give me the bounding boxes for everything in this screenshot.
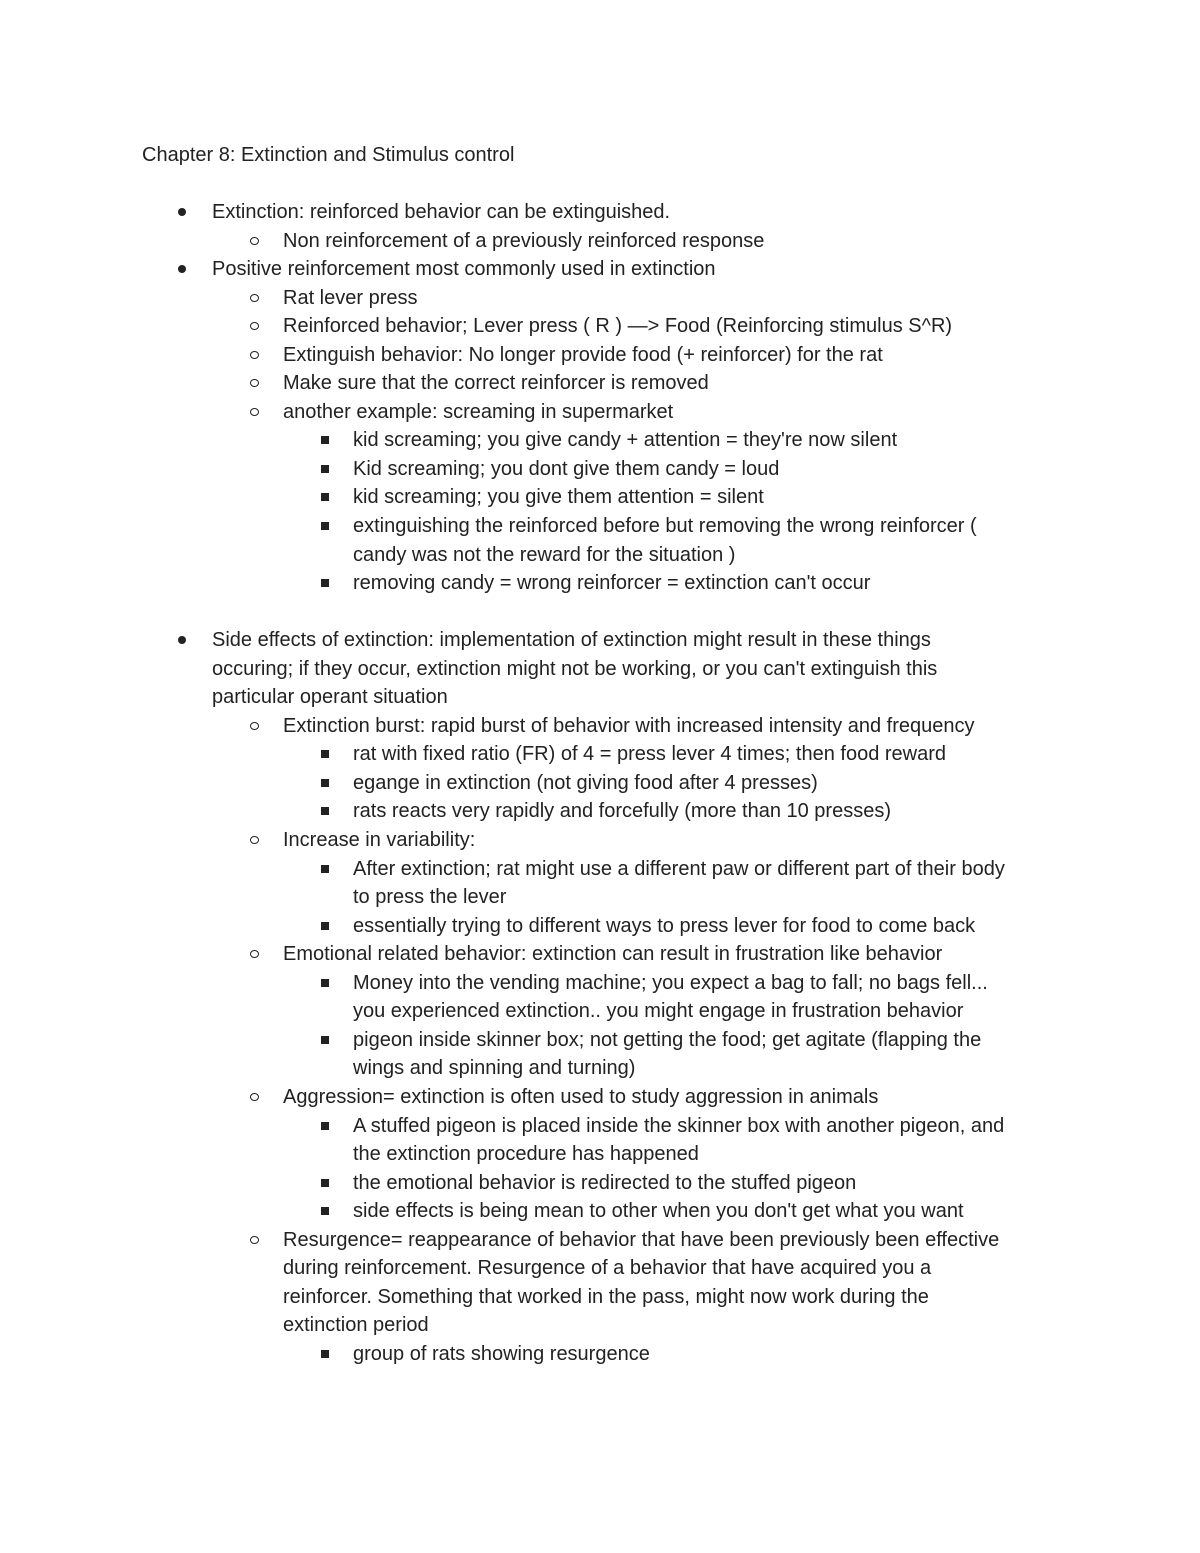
filled-square-bullet-icon: [315, 969, 335, 998]
list-item-text: Emotional related behavior: extinction can result in frustration like behavior: [283, 943, 943, 966]
list-item: [0, 1226, 1200, 1255]
list-item: [0, 969, 1200, 998]
hollow-circle-bullet-icon: [245, 712, 265, 741]
list-item-text: Extinction burst: rapid burst of behavior with increased intensity and frequency: [283, 714, 975, 737]
list-item-text: Reinforced behavior; Lever press ( R ) —> Food (Reinforcing stimulus S^R): [283, 315, 953, 338]
list-item-text: side effects is being mean to other when you don't get what you want: [353, 1200, 964, 1223]
list-item: [0, 569, 1200, 598]
list-item-text: Positive reinforcement most commonly used in extinction: [212, 258, 716, 281]
list-item-text: Non reinforcement of a previously reinforced response: [283, 229, 765, 252]
list-item: [0, 1254, 1200, 1283]
list-item: [0, 826, 1200, 855]
list-item: [0, 1197, 1200, 1226]
list-item-text: essentially trying to different ways to press lever for food to come back: [353, 914, 976, 937]
hollow-circle-bullet-icon: [245, 227, 265, 256]
list-item-text: Make sure that the correct reinforcer is removed: [283, 372, 709, 395]
filled-square-bullet-icon: [315, 1340, 335, 1369]
hollow-circle-bullet-icon: [245, 284, 265, 313]
list-item-text: Extinction: reinforced behavior can be extinguished.: [212, 201, 671, 223]
list-item: [0, 1169, 1200, 1198]
list-item-text: Aggression= extinction is often used to study aggression in animals: [283, 1085, 879, 1108]
list-item: [0, 769, 1200, 798]
list-item: [0, 883, 1200, 912]
list-item: [0, 797, 1200, 826]
filled-square-bullet-icon: [315, 1112, 335, 1141]
filled-circle-bullet-icon: [172, 255, 192, 284]
list-item-text: Resurgence= reappearance of behavior that have been previously been effective: [283, 1228, 1000, 1251]
list-item-text: reinforcer. Something that worked in the pass, might now work during the: [283, 1285, 929, 1308]
filled-square-bullet-icon: [315, 569, 335, 598]
list-item: [0, 1340, 1200, 1369]
list-item: [0, 541, 1200, 570]
filled-square-bullet-icon: [315, 740, 335, 769]
filled-circle-bullet-icon: [172, 626, 192, 655]
list-item: [0, 912, 1200, 941]
filled-square-bullet-icon: [315, 512, 335, 541]
filled-square-bullet-icon: [315, 855, 335, 884]
list-item-text: to press the lever: [353, 886, 507, 909]
list-item-text: After extinction; rat might use a different paw or different part of their body: [353, 857, 1005, 880]
list-item: [0, 1140, 1200, 1169]
list-item: [0, 426, 1200, 455]
list-item-text: wings and spinning and turning): [353, 1057, 636, 1080]
list-item-text: another example: screaming in supermarket: [283, 400, 674, 423]
hollow-circle-bullet-icon: [245, 826, 265, 855]
list-item-text: you experienced extinction.. you might engage in frustration behavior: [353, 1000, 964, 1023]
list-item: [0, 1311, 1200, 1340]
list-item: [0, 227, 1200, 256]
hollow-circle-bullet-icon: [245, 398, 265, 427]
list-item: [0, 1054, 1200, 1083]
filled-square-bullet-icon: [315, 426, 335, 455]
notes-list: [0, 198, 1200, 1368]
hollow-circle-bullet-icon: [245, 1083, 265, 1112]
filled-square-bullet-icon: [315, 912, 335, 941]
hollow-circle-bullet-icon: [245, 341, 265, 370]
list-item: [0, 655, 1200, 684]
filled-square-bullet-icon: [315, 769, 335, 798]
list-item: [0, 398, 1200, 427]
list-item-text: Extinguish behavior: No longer provide food (+ reinforcer) for the rat: [283, 343, 883, 366]
list-item-text: Increase in variability:: [283, 829, 476, 852]
list-item-text: the emotional behavior is redirected to the stuffed pigeon: [353, 1171, 857, 1194]
hollow-circle-bullet-icon: [245, 1226, 265, 1255]
list-item: [0, 483, 1200, 512]
list-item-text: the extinction procedure has happened: [353, 1143, 699, 1166]
list-item: [0, 1283, 1200, 1312]
list-item-text: egange in extinction (not giving food after 4 presses): [353, 771, 818, 794]
list-item: [0, 1026, 1200, 1055]
list-item-text: extinguishing the reinforced before but removing the wrong reinforcer (: [353, 515, 977, 538]
list-item-text: Side effects of extinction: implementation of extinction might result in these things: [212, 629, 931, 652]
list-item-text: candy was not the reward for the situation ): [353, 543, 736, 566]
list-item: [0, 740, 1200, 769]
list-item: [0, 683, 1200, 712]
list-item-text: group of rats showing resurgence: [353, 1342, 650, 1365]
list-item-text: pigeon inside skinner box; not getting the food; get agitate (flapping the: [353, 1028, 982, 1051]
list-item: [0, 512, 1200, 541]
hollow-circle-bullet-icon: [245, 369, 265, 398]
list-item: [0, 940, 1200, 969]
list-item-text: occuring; if they occur, extinction might not be working, or you can't extinguish this: [212, 657, 938, 680]
filled-square-bullet-icon: [315, 797, 335, 826]
filled-square-bullet-icon: [315, 1169, 335, 1198]
hollow-circle-bullet-icon: [245, 940, 265, 969]
filled-square-bullet-icon: [315, 483, 335, 512]
filled-square-bullet-icon: [315, 1197, 335, 1226]
list-item: [0, 1112, 1200, 1141]
list-item: [0, 312, 1200, 341]
list-item: [0, 1083, 1200, 1112]
list-item: [0, 855, 1200, 884]
list-item: [0, 626, 1200, 655]
blank-line: [0, 598, 1200, 627]
list-item: [0, 255, 1200, 284]
list-item-text: particular operant situation: [212, 686, 448, 709]
list-item-text: rats reacts very rapidly and forcefully (more than 10 presses): [353, 800, 891, 823]
list-item-text: Rat lever press: [283, 286, 418, 309]
filled-circle-bullet-icon: [172, 198, 192, 227]
list-item-text: rat with fixed ratio (FR) of 4 = press lever 4 times; then food reward: [353, 743, 947, 766]
list-item: [0, 198, 1200, 227]
list-item: [0, 455, 1200, 484]
list-item: [0, 712, 1200, 741]
list-item: [0, 369, 1200, 398]
filled-square-bullet-icon: [315, 1026, 335, 1055]
list-item-text: A stuffed pigeon is placed inside the skinner box with another pigeon, and: [353, 1114, 1005, 1137]
list-item-text: Money into the vending machine; you expect a bag to fall; no bags fell...: [353, 971, 988, 994]
list-item: [0, 341, 1200, 370]
list-item: [0, 284, 1200, 313]
filled-square-bullet-icon: [315, 455, 335, 484]
list-item-text: kid screaming; you give them attention = silent: [353, 486, 764, 509]
page-title: Chapter 8: Extinction and Stimulus control: [142, 144, 515, 166]
list-item-text: extinction period: [283, 1314, 429, 1337]
list-item-text: Kid screaming; you dont give them candy = loud: [353, 457, 780, 480]
list-item-text: removing candy = wrong reinforcer = extinction can't occur: [353, 572, 871, 595]
list-item-text: during reinforcement. Resurgence of a behavior that have acquired you a: [283, 1257, 932, 1280]
list-item-text: kid screaming; you give candy + attention = they're now silent: [353, 429, 898, 452]
list-item: [0, 997, 1200, 1026]
hollow-circle-bullet-icon: [245, 312, 265, 341]
